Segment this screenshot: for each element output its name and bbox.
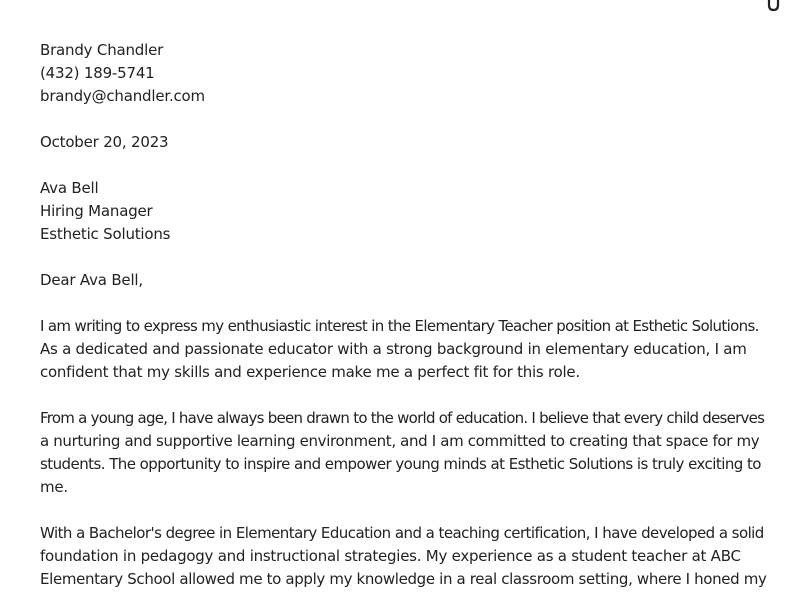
paragraph-line: Elementary School allowed me to apply my knowledge in a real classroom setting, where I honed my [40,570,767,588]
paragraph-line: me. [40,478,68,496]
recipient-company: Esthetic Solutions [40,225,171,243]
recipient-name: Ava Bell [40,179,99,197]
paragraph-line: a nurturing and supportive learning environment, and I am committed to creating that space for my [40,432,760,450]
body-paragraph-2 [40,407,768,499]
letter-date: October 20, 2023 [40,133,169,151]
paragraph-line: I am writing to express my enthusiastic interest in the Elementary Teacher position at Esthetic Solutions. [40,317,759,335]
sender-name: Brandy Chandler [40,41,164,59]
sender-email: brandy@chandler.com [40,87,205,105]
paragraph-line: students. The opportunity to inspire and empower young minds at Esthetic Solutions is truly exciting to [40,455,761,473]
recipient-block [40,177,770,246]
sender-block [40,39,770,108]
recipient-title: Hiring Manager [40,202,153,220]
paragraph-line: From a young age, I have always been drawn to the world of education. I believe that every child deserves [40,409,765,427]
date-block [40,131,770,154]
sender-phone: (432) 189-5741 [40,64,155,82]
body-paragraph-3 [40,522,768,591]
paragraph-line: As a dedicated and passionate educator with a strong background in elementary education, I am [40,340,747,358]
cursor-glyph-icon [767,0,780,12]
cover-letter [40,39,770,593]
salutation: Dear Ava Bell, [40,271,143,289]
salutation-block [40,269,770,292]
paragraph-line: foundation in pedagogy and instructional strategies. My experience as a student teacher at ABC [40,547,741,565]
paragraph-line: confident that my skills and experience make me a perfect fit for this role. [40,363,580,381]
body-paragraph-1 [40,315,768,384]
paragraph-line: With a Bachelor's degree in Elementary Education and a teaching certification, I have developed a solid [40,524,764,542]
